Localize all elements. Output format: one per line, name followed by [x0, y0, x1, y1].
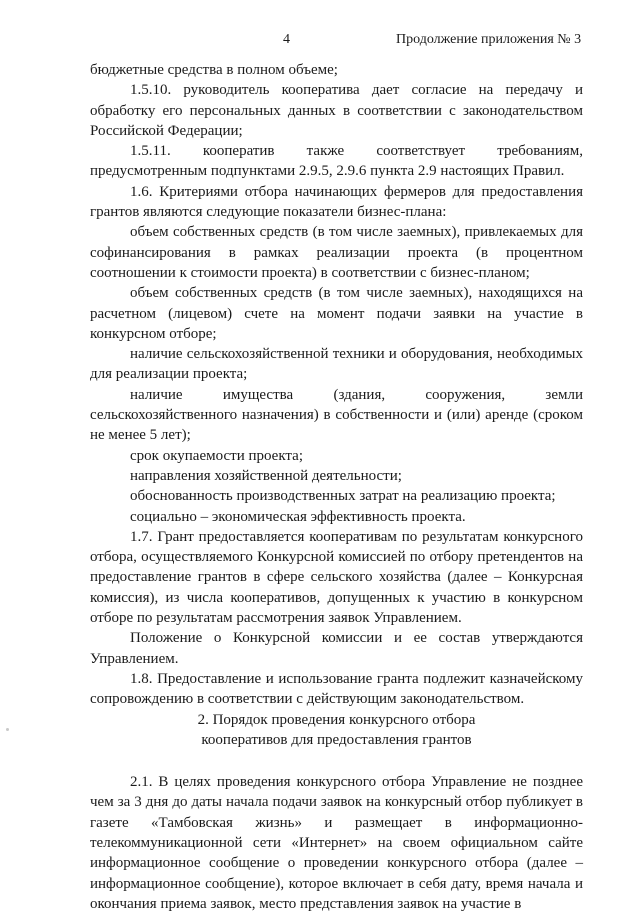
paragraph: Положение о Конкурсной комиссии и ее состав утверждаются Управлением. [90, 630, 583, 667]
paragraph: бюджетные средства в полном объеме; [90, 62, 338, 78]
clause-1-5-10: 1.5.10. руководитель кооператива дает согласие на передачу и обработку его персональных данных в соответствии с законодательством Российской Федерации; [90, 82, 583, 139]
scan-speck [6, 728, 9, 731]
criterion-item: обоснованность производственных затрат на реализацию проекта; [130, 488, 556, 505]
criterion-item: объем собственных средств (в том числе заемных), находящихся на расчетном (лицевом) счете на момент подачи заявки на участие в конкурсном отборе; [90, 285, 583, 342]
criterion-item: направления хозяйственной деятельности; [130, 467, 402, 484]
clause-1-7: 1.7. Грант предоставляется кооперативам по результатам конкурсного отбора, осуществляемого Конкурсной комиссией по отбору претендентов на предоставление грантов в сфере сельского хозяйства (далее – Конкурсная комиссия), из числа кооперативов, допущенных к участию в конкурсном отборе по результатам рассмотрения заявок Управлением. [90, 528, 583, 627]
clause-1-5-11: 1.5.11. кооператив также соответствует требованиям, предусмотренным подпунктами 2.9.5, 2.9.6 пункта 2.9 настоящих Правил. [90, 143, 583, 180]
clause-2-1: 2.1. В целях проведения конкурсного отбора Управление не позднее чем за 3 дня до даты начала подачи заявок на конкурсный отбор публикует в газете «Тамбовская жизнь» и размещает в информационно-телекоммуникационной сети «Интернет» на своем официальном сайте информационное сообщение о проведении конкурсного отбора (далее – информационное сообщение), которое включает в себя дату, время начала и окончания приема заявок, место представления заявок на участие в [90, 774, 583, 912]
document-body [90, 60, 583, 914]
section-title-line-2: кооперативов для предоставления грантов [201, 731, 472, 748]
clause-1-6: 1.6. Критериями отбора начинающих фермеров для предоставления грантов являются следующие показатели бизнес-плана: [90, 183, 583, 221]
page-number: 4 [283, 32, 290, 47]
criterion-item: объем собственных средств (в том числе заемных), привлекаемых для софинансирования в рамках реализации проекта (в процентном соотношении к стоимости проекта) в соответствии с бизнес-планом; [90, 224, 583, 281]
criterion-item: срок окупаемости проекта; [130, 447, 303, 464]
appendix-continuation-note: Продолжение приложения № 3 [396, 32, 582, 47]
criterion-item: наличие имущества (здания, сооружения, земли сельскохозяйственного назначения) в собственности и (или) аренде (сроком не менее 5 лет); [90, 386, 583, 444]
criterion-item: социально – экономическая эффективность проекта. [130, 508, 466, 525]
section-title: 2. Порядок проведения конкурсного отбора [197, 711, 476, 728]
clause-1-8: 1.8. Предоставление и использование гранта подлежит казначейскому сопровождению в соответствии с действующим законодательством. [90, 670, 583, 708]
criterion-item: наличие сельскохозяйственной техники и оборудования, необходимых для реализации проекта; [90, 346, 583, 383]
